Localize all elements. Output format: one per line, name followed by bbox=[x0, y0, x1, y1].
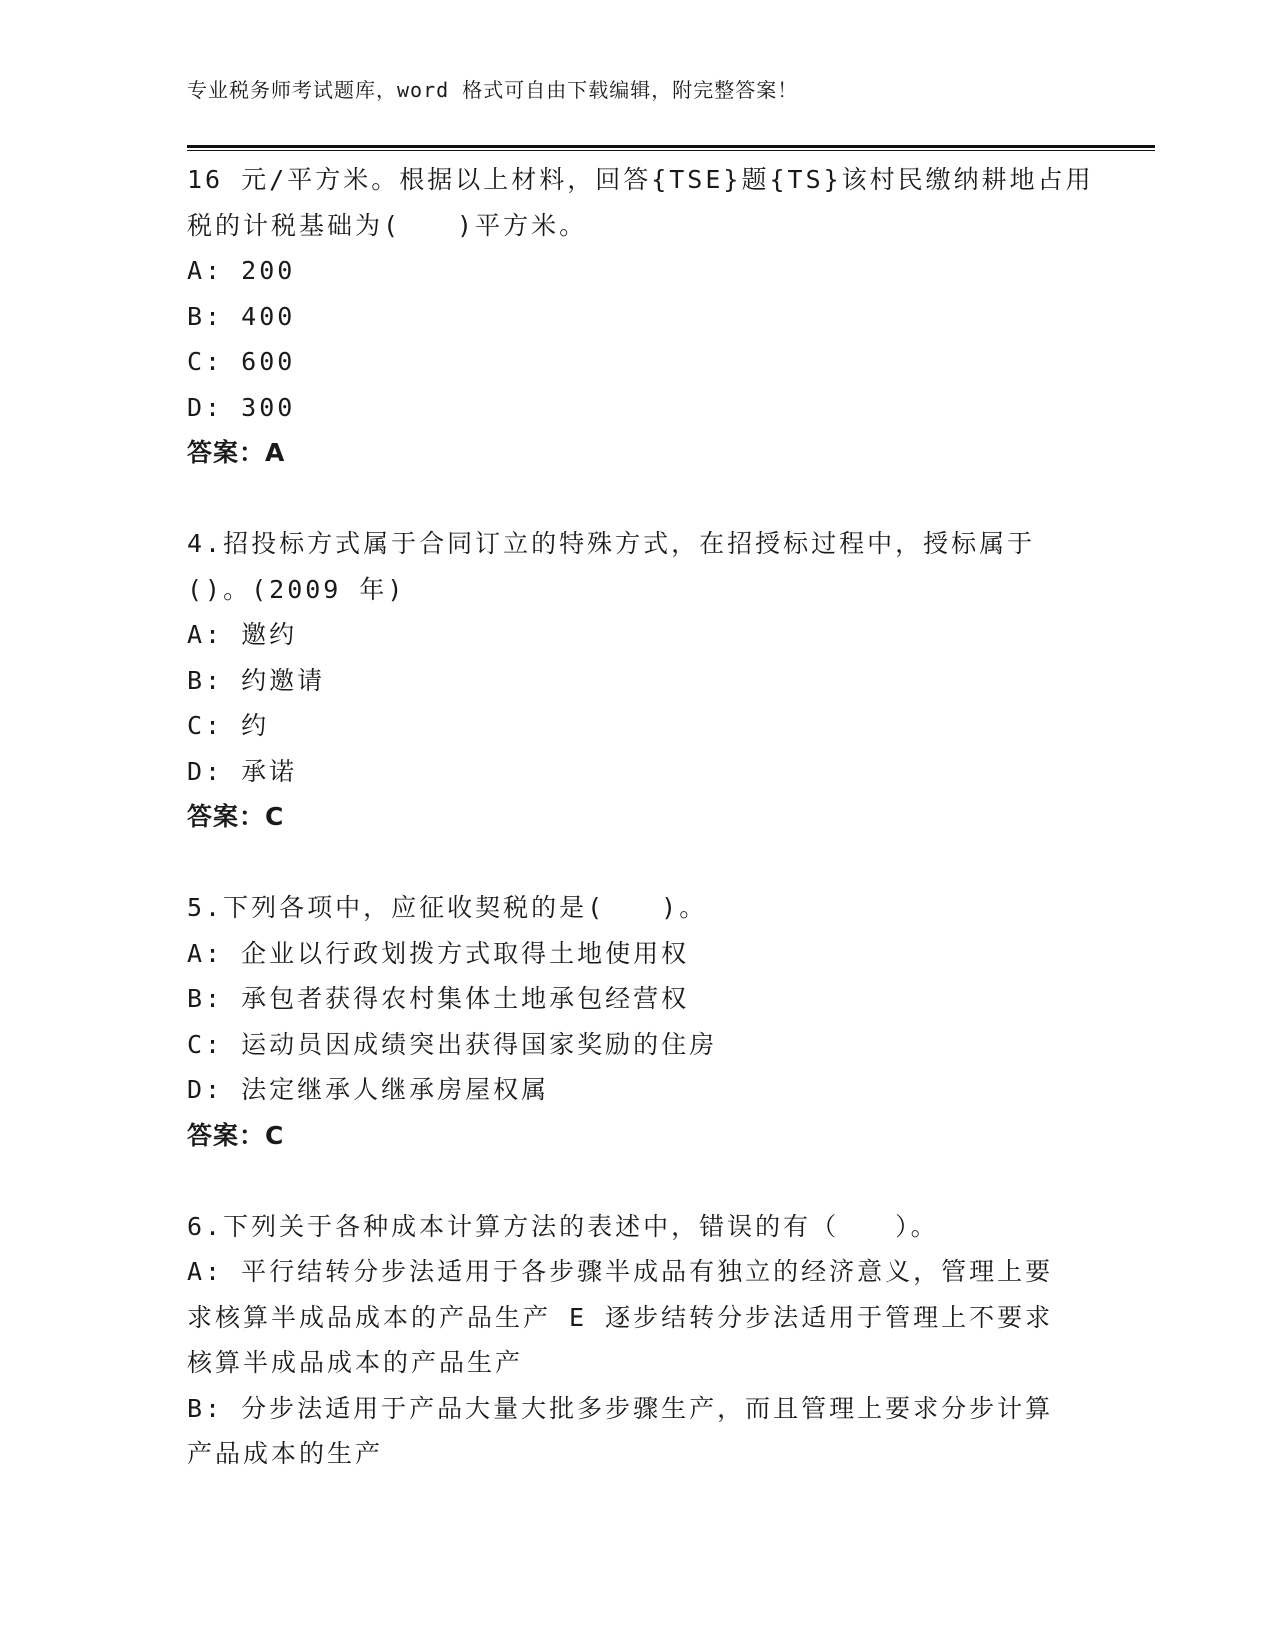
answer-line: 答案：C bbox=[187, 1120, 285, 1150]
option-b: B: 约邀请 bbox=[187, 665, 326, 695]
question-stem-line: ()。(2009 年) bbox=[187, 574, 406, 604]
option-b: B: 承包者获得农村集体土地承包经营权 bbox=[187, 984, 690, 1013]
option-c: C: 600 bbox=[187, 347, 296, 376]
option-line: A: 平行结转分步法适用于各步骤半成品有独立的经济意义，管理上要 bbox=[187, 1257, 1054, 1286]
question-stem-line: 6.下列关于各种成本计算方法的表述中，错误的有（ ）。 bbox=[187, 1211, 939, 1241]
option-a: A: 邀约 bbox=[187, 620, 298, 649]
question-stem-line: 税的计税基础为( )平方米。 bbox=[187, 210, 588, 240]
question-3 bbox=[187, 157, 1094, 476]
question-stem-line: 16 元/平方米。根据以上材料，回答{TSE}题{TS}该村民缴纳耕地占用 bbox=[187, 165, 1094, 194]
header-rule-thick bbox=[187, 145, 1155, 148]
spacer bbox=[187, 1158, 1087, 1204]
option-a: A: 200 bbox=[187, 256, 296, 285]
option-line: 核算半成品成本的产品生产 bbox=[187, 1348, 524, 1377]
answer-line: 答案：C bbox=[187, 802, 285, 831]
spacer bbox=[187, 476, 1087, 522]
option-b: B: 400 bbox=[187, 301, 296, 331]
document-body bbox=[187, 157, 1094, 1477]
answer-line: 答案：A bbox=[187, 438, 286, 467]
question-6 bbox=[187, 1204, 1087, 1477]
option-a: A: 企业以行政划拨方式取得土地使用权 bbox=[187, 938, 690, 968]
spacer bbox=[187, 840, 1087, 886]
option-line: 产品成本的生产 bbox=[187, 1439, 384, 1468]
question-stem-line: 4.招投标方式属于合同订立的特殊方式，在招授标过程中，授标属于 bbox=[187, 529, 1036, 558]
option-c: C: 约 bbox=[187, 711, 270, 740]
option-d: D: 300 bbox=[187, 392, 296, 422]
option-line: 求核算半成品成本的产品生产 E 逐步结转分步法适用于管理上不要求 bbox=[187, 1302, 1054, 1332]
header-rule-thin bbox=[187, 150, 1155, 151]
option-d: D: 承诺 bbox=[187, 756, 298, 786]
question-stem-line: 5.下列各项中，应征收契税的是( )。 bbox=[187, 893, 708, 922]
option-line: B: 分步法适用于产品大量大批多步骤生产，而且管理上要求分步计算 bbox=[187, 1393, 1054, 1423]
option-c: C: 运动员因成绩突出获得国家奖励的住房 bbox=[187, 1029, 718, 1059]
question-4 bbox=[187, 521, 1087, 840]
option-d: D: 法定继承人继承房屋权属 bbox=[187, 1075, 550, 1104]
page-header: 专业税务师考试题库，word 格式可自由下载编辑，附完整答案！ bbox=[187, 78, 799, 102]
question-5 bbox=[187, 885, 1087, 1158]
